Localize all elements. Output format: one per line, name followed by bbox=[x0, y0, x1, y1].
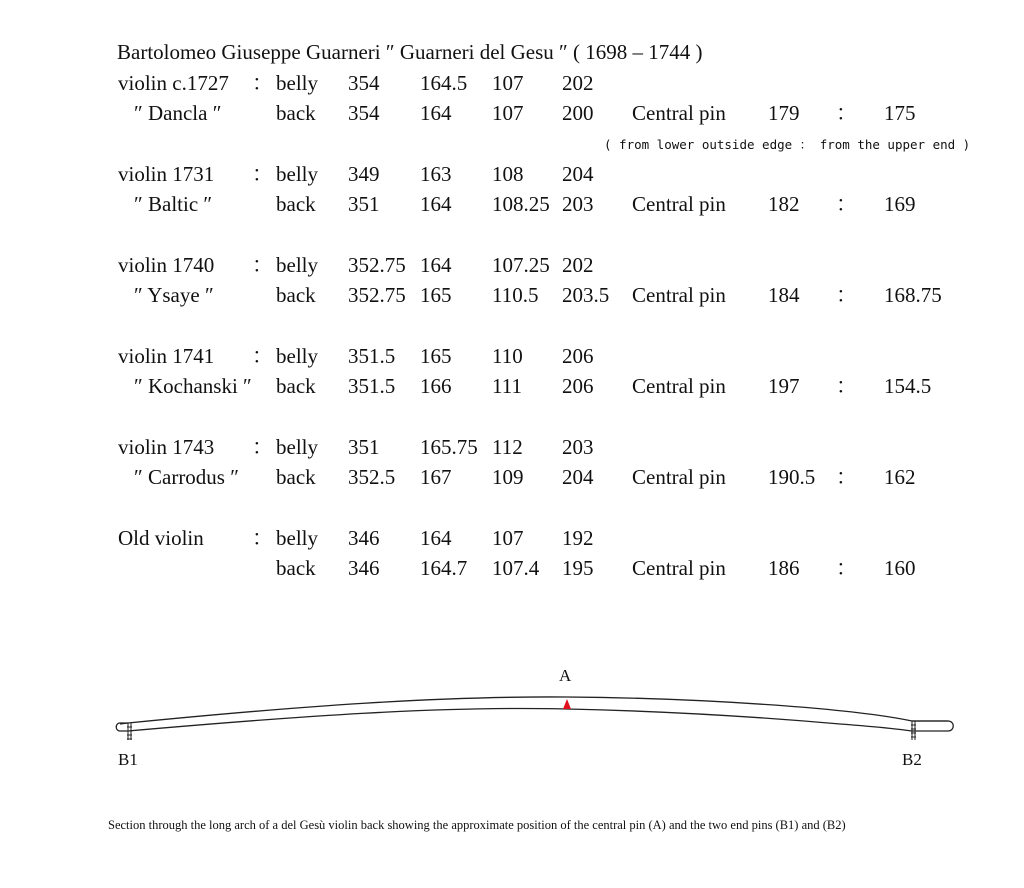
cell-v4: 192 bbox=[562, 526, 594, 550]
cell-pin-sep: ： bbox=[836, 465, 857, 489]
cell-pin-sep: ： bbox=[836, 556, 857, 580]
instrument-name: violin 1731 bbox=[118, 162, 215, 186]
instrument-nickname: ″ Kochanski ″ bbox=[134, 374, 252, 398]
cell-v2: 165 bbox=[420, 344, 452, 368]
cell-v3: 111 bbox=[492, 374, 522, 398]
instrument-name: violin c.1727 bbox=[118, 71, 229, 95]
instrument-nickname: ″ Ysaye ″ bbox=[134, 283, 214, 307]
cell-v2: 165.75 bbox=[420, 435, 478, 459]
cell-colon: ： bbox=[252, 162, 273, 186]
cell-pin-a: 190.5 bbox=[768, 465, 816, 489]
cell-v2: 164 bbox=[420, 526, 452, 550]
cell-pin-label: Central pin bbox=[632, 192, 726, 216]
cell-v1: 351.5 bbox=[348, 374, 396, 398]
cell-v3: 107.25 bbox=[492, 253, 550, 277]
cell-colon: ： bbox=[252, 253, 273, 277]
cell-pin-a: 186 bbox=[768, 556, 800, 580]
label-b2: B2 bbox=[902, 750, 922, 769]
cell-v1: 354 bbox=[348, 101, 380, 125]
cell-part: belly bbox=[276, 526, 318, 550]
cell-v1: 351 bbox=[348, 435, 380, 459]
cell-colon: ： bbox=[252, 526, 273, 550]
cell-v1: 351.5 bbox=[348, 344, 396, 368]
cell-colon: ： bbox=[252, 344, 273, 368]
cell-v2: 164.7 bbox=[420, 556, 468, 580]
cell-pin-a: 179 bbox=[768, 101, 800, 125]
cell-pin-label: Central pin bbox=[632, 465, 726, 489]
cell-v1: 352.5 bbox=[348, 465, 396, 489]
cell-v3: 107 bbox=[492, 526, 524, 550]
cell-v2: 165 bbox=[420, 283, 452, 307]
label-a: A bbox=[559, 666, 572, 685]
cell-colon: ： bbox=[252, 435, 273, 459]
cell-pin-b: 162 bbox=[884, 465, 916, 489]
cell-v2: 164 bbox=[420, 101, 452, 125]
cell-colon: ： bbox=[252, 71, 273, 95]
cell-pin-sep: ： bbox=[836, 192, 857, 216]
pin-note: ( from lower outside edge ： from the upper end ) bbox=[604, 137, 971, 152]
cell-v4: 200 bbox=[562, 101, 594, 125]
cell-v1: 346 bbox=[348, 526, 380, 550]
cell-part: back bbox=[276, 283, 316, 307]
cell-v2: 164 bbox=[420, 192, 452, 216]
cell-pin-label: Central pin bbox=[632, 374, 726, 398]
cell-part: back bbox=[276, 465, 316, 489]
cell-v3: 108.25 bbox=[492, 192, 550, 216]
instrument-name: Old violin bbox=[118, 526, 204, 550]
cell-pin-sep: ： bbox=[836, 101, 857, 125]
cell-pin-b: 160 bbox=[884, 556, 916, 580]
cell-v3: 110.5 bbox=[492, 283, 539, 307]
cell-v1: 352.75 bbox=[348, 253, 406, 277]
cell-pin-sep: ： bbox=[836, 374, 857, 398]
document-title: Bartolomeo Giuseppe Guarneri ″ Guarneri del Gesu ″ ( 1698 – 1744 ) bbox=[117, 40, 703, 64]
cell-v4: 203 bbox=[562, 192, 594, 216]
cell-pin-b: 169 bbox=[884, 192, 916, 216]
cell-v2: 163 bbox=[420, 162, 452, 186]
instrument-name: violin 1740 bbox=[118, 253, 215, 277]
cell-v3: 112 bbox=[492, 435, 523, 459]
cell-pin-sep: ： bbox=[836, 283, 857, 307]
cell-v4: 195 bbox=[562, 556, 594, 580]
cell-v2: 164 bbox=[420, 253, 452, 277]
cell-v1: 349 bbox=[348, 162, 380, 186]
cell-v4: 206 bbox=[562, 374, 594, 398]
instrument-nickname: ″ Carrodus ″ bbox=[134, 465, 239, 489]
label-b1: B1 bbox=[118, 750, 138, 769]
cell-pin-a: 182 bbox=[768, 192, 800, 216]
cell-part: belly bbox=[276, 435, 318, 459]
end-pin-b1 bbox=[127, 723, 132, 740]
cell-pin-b: 154.5 bbox=[884, 374, 932, 398]
arch-outline bbox=[116, 697, 953, 731]
central-pin-marker bbox=[563, 699, 571, 709]
cell-v1: 354 bbox=[348, 71, 380, 95]
instrument-nickname: ″ Baltic ″ bbox=[134, 192, 213, 216]
cell-pin-label: Central pin bbox=[632, 283, 726, 307]
cell-v2: 167 bbox=[420, 465, 452, 489]
cell-v3: 107 bbox=[492, 101, 524, 125]
arch-top-curve bbox=[120, 697, 948, 724]
cell-v4: 206 bbox=[562, 344, 594, 368]
cell-part: belly bbox=[276, 71, 318, 95]
cell-v4: 203 bbox=[562, 435, 594, 459]
cell-v2: 164.5 bbox=[420, 71, 468, 95]
cell-v3: 107.4 bbox=[492, 556, 540, 580]
instrument-name: violin 1743 bbox=[118, 435, 215, 459]
cell-v1: 352.75 bbox=[348, 283, 406, 307]
cell-part: belly bbox=[276, 162, 318, 186]
cell-part: back bbox=[276, 374, 316, 398]
cell-v4: 203.5 bbox=[562, 283, 610, 307]
cell-v3: 107 bbox=[492, 71, 524, 95]
cell-part: belly bbox=[276, 344, 318, 368]
cell-pin-b: 175 bbox=[884, 101, 916, 125]
instrument-nickname: ″ Dancla ″ bbox=[134, 101, 222, 125]
cell-v3: 110 bbox=[492, 344, 523, 368]
cell-v4: 202 bbox=[562, 253, 594, 277]
cell-v4: 202 bbox=[562, 71, 594, 95]
cell-pin-a: 184 bbox=[768, 283, 800, 307]
cell-v1: 351 bbox=[348, 192, 380, 216]
cell-pin-label: Central pin bbox=[632, 556, 726, 580]
cell-v3: 109 bbox=[492, 465, 524, 489]
instrument-name: violin 1741 bbox=[118, 344, 215, 368]
cell-part: back bbox=[276, 101, 316, 125]
cell-v2: 166 bbox=[420, 374, 452, 398]
cell-pin-b: 168.75 bbox=[884, 283, 942, 307]
cell-part: back bbox=[276, 192, 316, 216]
cell-pin-label: Central pin bbox=[632, 101, 726, 125]
cell-v4: 204 bbox=[562, 465, 594, 489]
cell-part: belly bbox=[276, 253, 318, 277]
arch-right-end bbox=[912, 721, 953, 731]
cell-part: back bbox=[276, 556, 316, 580]
cell-v1: 346 bbox=[348, 556, 380, 580]
cell-v3: 108 bbox=[492, 162, 524, 186]
cell-v4: 204 bbox=[562, 162, 594, 186]
figure-caption: Section through the long arch of a del Gesù violin back showing the approximate position of the central pin (A) and the two end pins (B1) and (B2) bbox=[108, 818, 846, 832]
cell-pin-a: 197 bbox=[768, 374, 800, 398]
